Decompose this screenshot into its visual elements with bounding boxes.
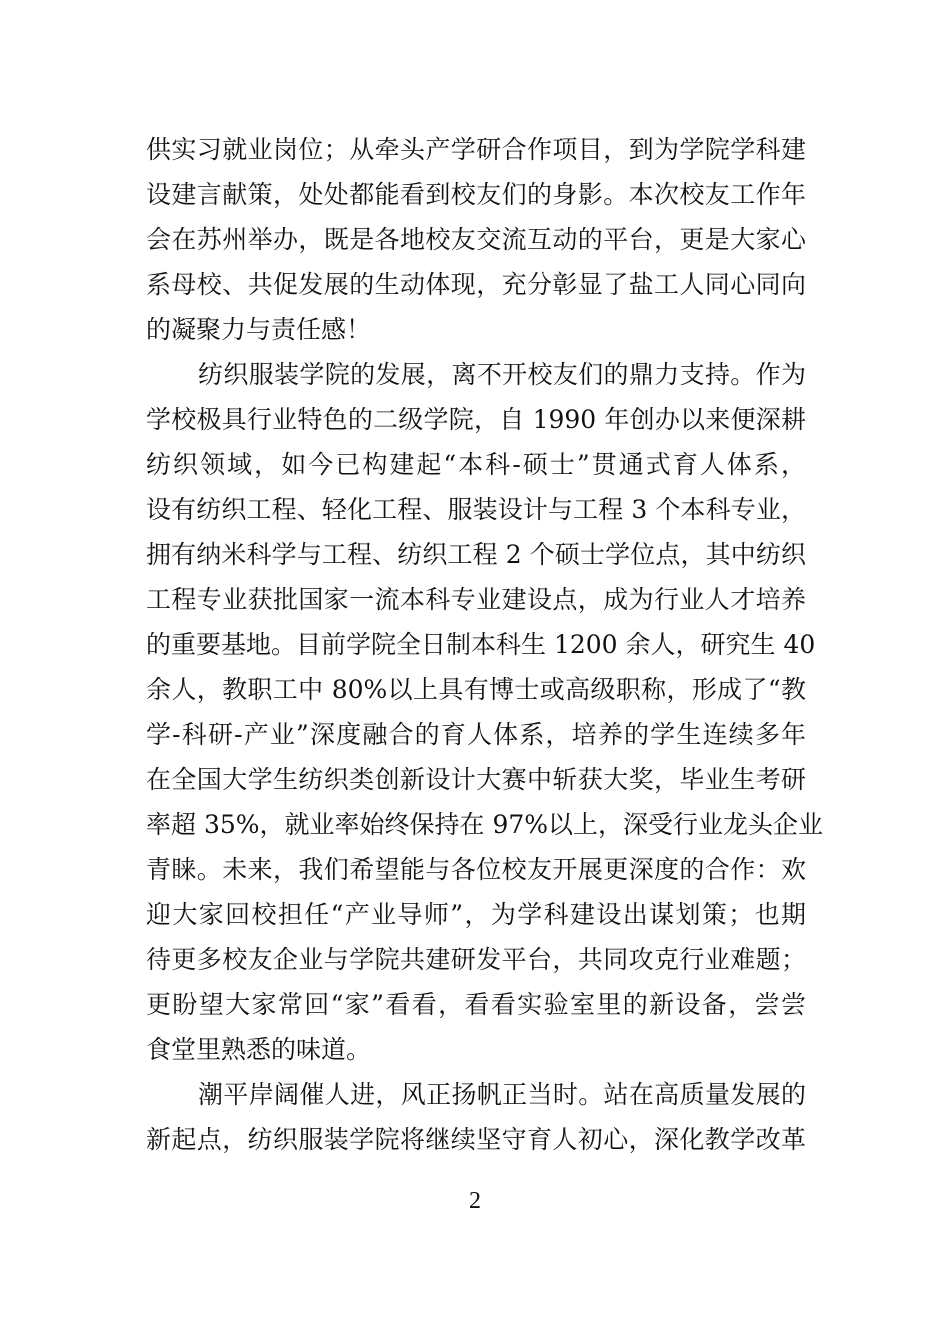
text-line: 率超 35%，就业率始终保持在 97%以上，深受行业龙头企业 — [146, 810, 824, 839]
text-line: 余人，教职工中 80%以上具有博士或高级职称，形成了“教 — [146, 675, 806, 704]
text-line: 迎大家回校担任“产业导师”，为学科建设出谋划策；也期 — [146, 900, 806, 929]
text-line: 供实习就业岗位；从牵头产学研合作项目，到为学院学科建 — [146, 135, 806, 164]
paragraph-3 — [146, 1072, 806, 1162]
text-line: 的重要基地。目前学院全日制本科生 1200 余人，研究生 40 — [146, 630, 816, 659]
text-line: 的凝聚力与责任感！ — [146, 315, 372, 344]
text-line: 设建言献策，处处都能看到校友们的身影。本次校友工作年 — [146, 180, 806, 209]
text-line: 待更多校友企业与学院共建研发平台，共同攻克行业难题； — [146, 945, 806, 974]
text-line: 工程专业获批国家一流本科专业建设点，成为行业人才培养 — [146, 585, 806, 614]
text-line: 学-科研-产业”深度融合的育人体系，培养的学生连续多年 — [146, 720, 806, 749]
text-line: 会在苏州举办，既是各地校友交流互动的平台，更是大家心 — [146, 225, 806, 254]
text-line: 纺织服装学院的发展，离不开校友们的鼎力支持。作为 — [198, 360, 806, 389]
text-line: 纺织领域，如今已构建起“本科-硕士”贯通式育人体系， — [146, 450, 806, 479]
paragraph-1 — [146, 127, 806, 352]
text-line: 系母校、共促发展的生动体现，充分彰显了盐工人同心同向 — [146, 270, 806, 299]
text-line: 在全国大学生纺织类创新设计大赛中斩获大奖，毕业生考研 — [146, 765, 806, 794]
text-line: 学校极具行业特色的二级学院，自 1990 年创办以来便深耕 — [146, 405, 806, 434]
text-line: 青睐。未来，我们希望能与各位校友开展更深度的合作：欢 — [146, 855, 806, 884]
text-line: 新起点，纺织服装学院将继续坚守育人初心，深化教学改革 — [146, 1125, 806, 1154]
text-line: 设有纺织工程、轻化工程、服装设计与工程 3 个本科专业， — [146, 495, 806, 524]
page-number: 2 — [469, 1188, 481, 1214]
text-line: 食堂里熟悉的味道。 — [146, 1035, 372, 1064]
paragraph-2 — [146, 352, 824, 1072]
text-line: 潮平岸阔催人进，风正扬帆正当时。站在高质量发展的 — [198, 1080, 806, 1109]
text-line: 更盼望大家常回“家”看看，看看实验室里的新设备，尝尝 — [146, 990, 806, 1019]
text-line: 拥有纳米科学与工程、纺织工程 2 个硕士学位点，其中纺织 — [146, 540, 806, 569]
document-body — [146, 127, 824, 1162]
